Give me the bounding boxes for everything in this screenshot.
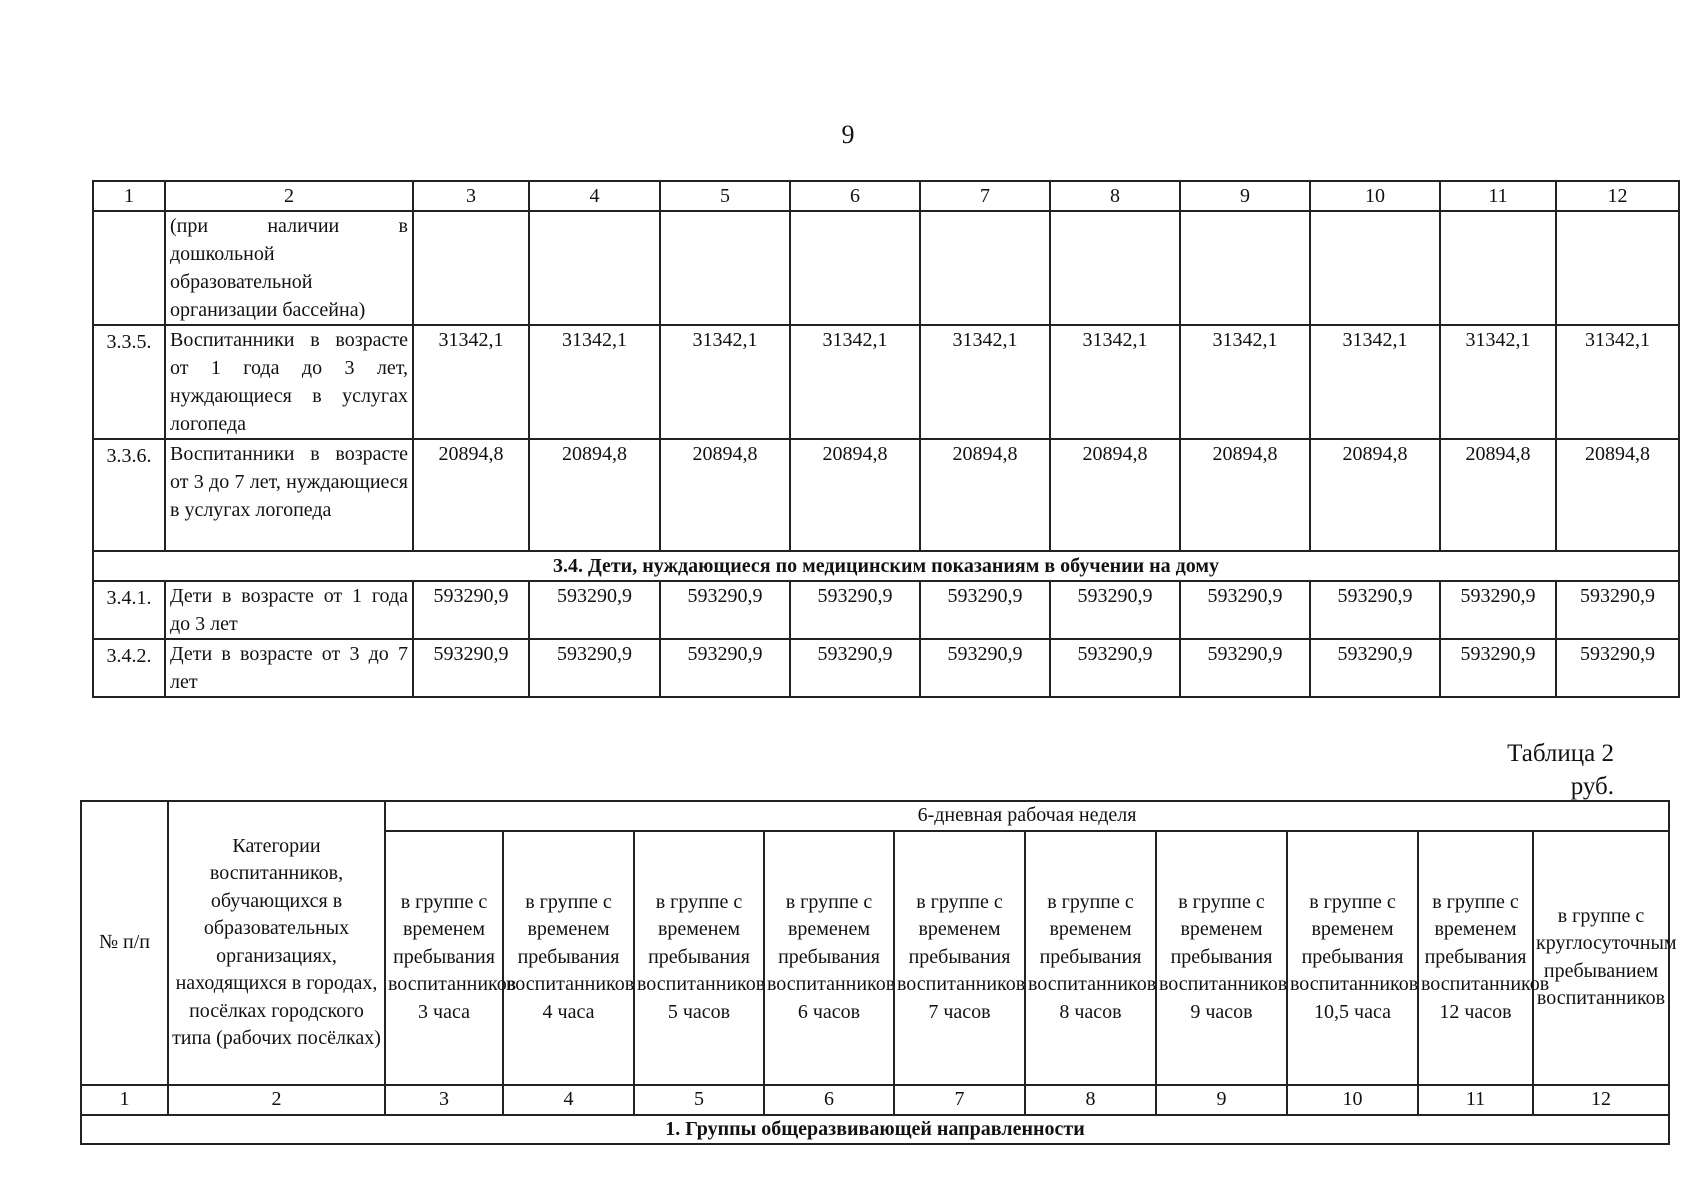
- row-number: 3.4.1.: [93, 581, 165, 639]
- column-index: 10: [1310, 181, 1440, 211]
- tariff-table-2: [80, 800, 1677, 1145]
- value-cell: 20894,8: [1440, 439, 1556, 551]
- value-cell: 20894,8: [413, 439, 529, 551]
- value-cell: 593290,9: [790, 581, 920, 639]
- value-cell: 31342,1: [413, 325, 529, 439]
- value-cell: [1180, 211, 1310, 325]
- value-cell: [920, 211, 1050, 325]
- section-heading: 3.4. Дети, нуждающиеся по медицинским показаниям в обучении на дому: [93, 551, 1679, 581]
- value-cell: 31342,1: [1050, 325, 1180, 439]
- value-cell: [529, 211, 660, 325]
- section-heading: 1. Группы общеразвивающей направленности: [81, 1115, 1669, 1145]
- column-index: 8: [1025, 1085, 1156, 1115]
- value-cell: [413, 211, 529, 325]
- column-index: 1: [93, 181, 165, 211]
- table-row: [93, 581, 1679, 639]
- value-cell: 31342,1: [529, 325, 660, 439]
- row-number: [93, 211, 165, 325]
- row-number: 3.3.5.: [93, 325, 165, 439]
- column-index: 11: [1418, 1085, 1533, 1115]
- column-header: в группе с временем пребывания воспитанников 4 часа: [503, 831, 634, 1085]
- value-cell: 20894,8: [1180, 439, 1310, 551]
- column-header: в группе с временем пребывания воспитанников 3 часа: [385, 831, 503, 1085]
- column-index: 5: [634, 1085, 764, 1115]
- column-index: 2: [168, 1085, 385, 1115]
- value-cell: 20894,8: [660, 439, 790, 551]
- unit-label: руб.: [1570, 773, 1614, 800]
- column-index: 4: [503, 1085, 634, 1115]
- value-cell: 593290,9: [1310, 581, 1440, 639]
- value-cell: 31342,1: [1310, 325, 1440, 439]
- value-cell: 31342,1: [1180, 325, 1310, 439]
- column-header: в группе с временем пребывания воспитанников 6 часов: [764, 831, 894, 1085]
- value-cell: 20894,8: [1310, 439, 1440, 551]
- value-cell: 20894,8: [1556, 439, 1679, 551]
- column-header: в группе с временем пребывания воспитанников 5 часов: [634, 831, 764, 1085]
- column-index: 12: [1533, 1085, 1669, 1115]
- value-cell: [1310, 211, 1440, 325]
- row-number: 3.4.2.: [93, 639, 165, 697]
- value-cell: 593290,9: [1050, 581, 1180, 639]
- value-cell: 593290,9: [790, 639, 920, 697]
- value-cell: 593290,9: [1180, 639, 1310, 697]
- value-cell: 20894,8: [790, 439, 920, 551]
- value-cell: 20894,8: [529, 439, 660, 551]
- column-index: 12: [1556, 181, 1679, 211]
- value-cell: [1556, 211, 1679, 325]
- column-index: 8: [1050, 181, 1180, 211]
- value-cell: 593290,9: [529, 581, 660, 639]
- value-cell: 593290,9: [1556, 639, 1679, 697]
- value-cell: 593290,9: [1556, 581, 1679, 639]
- column-header: в группе с временем пребывания воспитанников 8 часов: [1025, 831, 1156, 1085]
- value-cell: [1050, 211, 1180, 325]
- row-number: 3.3.6.: [93, 439, 165, 551]
- value-cell: 593290,9: [1440, 581, 1556, 639]
- value-cell: 593290,9: [1180, 581, 1310, 639]
- value-cell: 593290,9: [413, 581, 529, 639]
- value-cell: 20894,8: [1050, 439, 1180, 551]
- header-row: [93, 181, 1679, 211]
- tariff-table-continued: [92, 180, 1680, 698]
- column-index: 2: [165, 181, 413, 211]
- column-index: 6: [790, 181, 920, 211]
- value-cell: 593290,9: [1310, 639, 1440, 697]
- column-index: 9: [1156, 1085, 1287, 1115]
- section-row: [93, 551, 1679, 581]
- row-description: Воспитанники в возрасте от 1 года до 3 лет, нуждающиеся в услугах логопеда: [165, 325, 413, 439]
- value-cell: 31342,1: [1556, 325, 1679, 439]
- table-title: Таблица 2: [1507, 740, 1614, 767]
- row-description: Дети в возрасте от 3 до 7 лет: [165, 639, 413, 697]
- value-cell: 593290,9: [660, 581, 790, 639]
- value-cell: 31342,1: [920, 325, 1050, 439]
- row-description: Воспитанники в возрасте от 3 до 7 лет, нуждающиеся в услугах логопеда: [165, 439, 413, 551]
- column-header: в группе с временем пребывания воспитанников 9 часов: [1156, 831, 1287, 1085]
- value-cell: 20894,8: [920, 439, 1050, 551]
- table-row: [93, 439, 1679, 551]
- column-index: 1: [81, 1085, 168, 1115]
- column-header: в группе с временем пребывания воспитанников 12 часов: [1418, 831, 1533, 1085]
- value-cell: 593290,9: [920, 581, 1050, 639]
- column-header-number: № п/п: [81, 801, 168, 1085]
- column-index: 3: [413, 181, 529, 211]
- value-cell: 31342,1: [790, 325, 920, 439]
- column-index: 3: [385, 1085, 503, 1115]
- column-index: 7: [920, 181, 1050, 211]
- value-cell: 593290,9: [660, 639, 790, 697]
- column-index: 5: [660, 181, 790, 211]
- value-cell: 31342,1: [660, 325, 790, 439]
- row-description: (при наличии в дошкольной образовательной организации бассейна): [165, 211, 413, 325]
- table-row: [93, 211, 1679, 325]
- value-cell: 593290,9: [1050, 639, 1180, 697]
- row-description: Дети в возрасте от 1 года до 3 лет: [165, 581, 413, 639]
- page-number: 9: [841, 120, 855, 149]
- table-row: [93, 325, 1679, 439]
- value-cell: 593290,9: [529, 639, 660, 697]
- value-cell: [660, 211, 790, 325]
- column-header: в группе с временем пребывания воспитанников 7 часов: [894, 831, 1025, 1085]
- column-index: 9: [1180, 181, 1310, 211]
- value-cell: 593290,9: [920, 639, 1050, 697]
- column-index: 6: [764, 1085, 894, 1115]
- value-cell: 593290,9: [1440, 639, 1556, 697]
- column-group-header: 6-дневная рабочая неделя: [385, 801, 1669, 831]
- column-header-category: Категории воспитанников, обучающихся в образовательных организациях, находящихся в городах, посёлках городского типа (рабочих посёлках): [168, 801, 385, 1085]
- value-cell: [1440, 211, 1556, 325]
- column-index: 10: [1287, 1085, 1418, 1115]
- column-index: 7: [894, 1085, 1025, 1115]
- column-index: 11: [1440, 181, 1556, 211]
- column-index: 4: [529, 181, 660, 211]
- value-cell: 593290,9: [413, 639, 529, 697]
- column-header: в группе с круглосуточным пребыванием воспитанников: [1533, 831, 1669, 1085]
- table-caption: [1507, 737, 1614, 803]
- table-row: [93, 639, 1679, 697]
- value-cell: [790, 211, 920, 325]
- column-header: в группе с временем пребывания воспитанников 10,5 часа: [1287, 831, 1418, 1085]
- value-cell: 31342,1: [1440, 325, 1556, 439]
